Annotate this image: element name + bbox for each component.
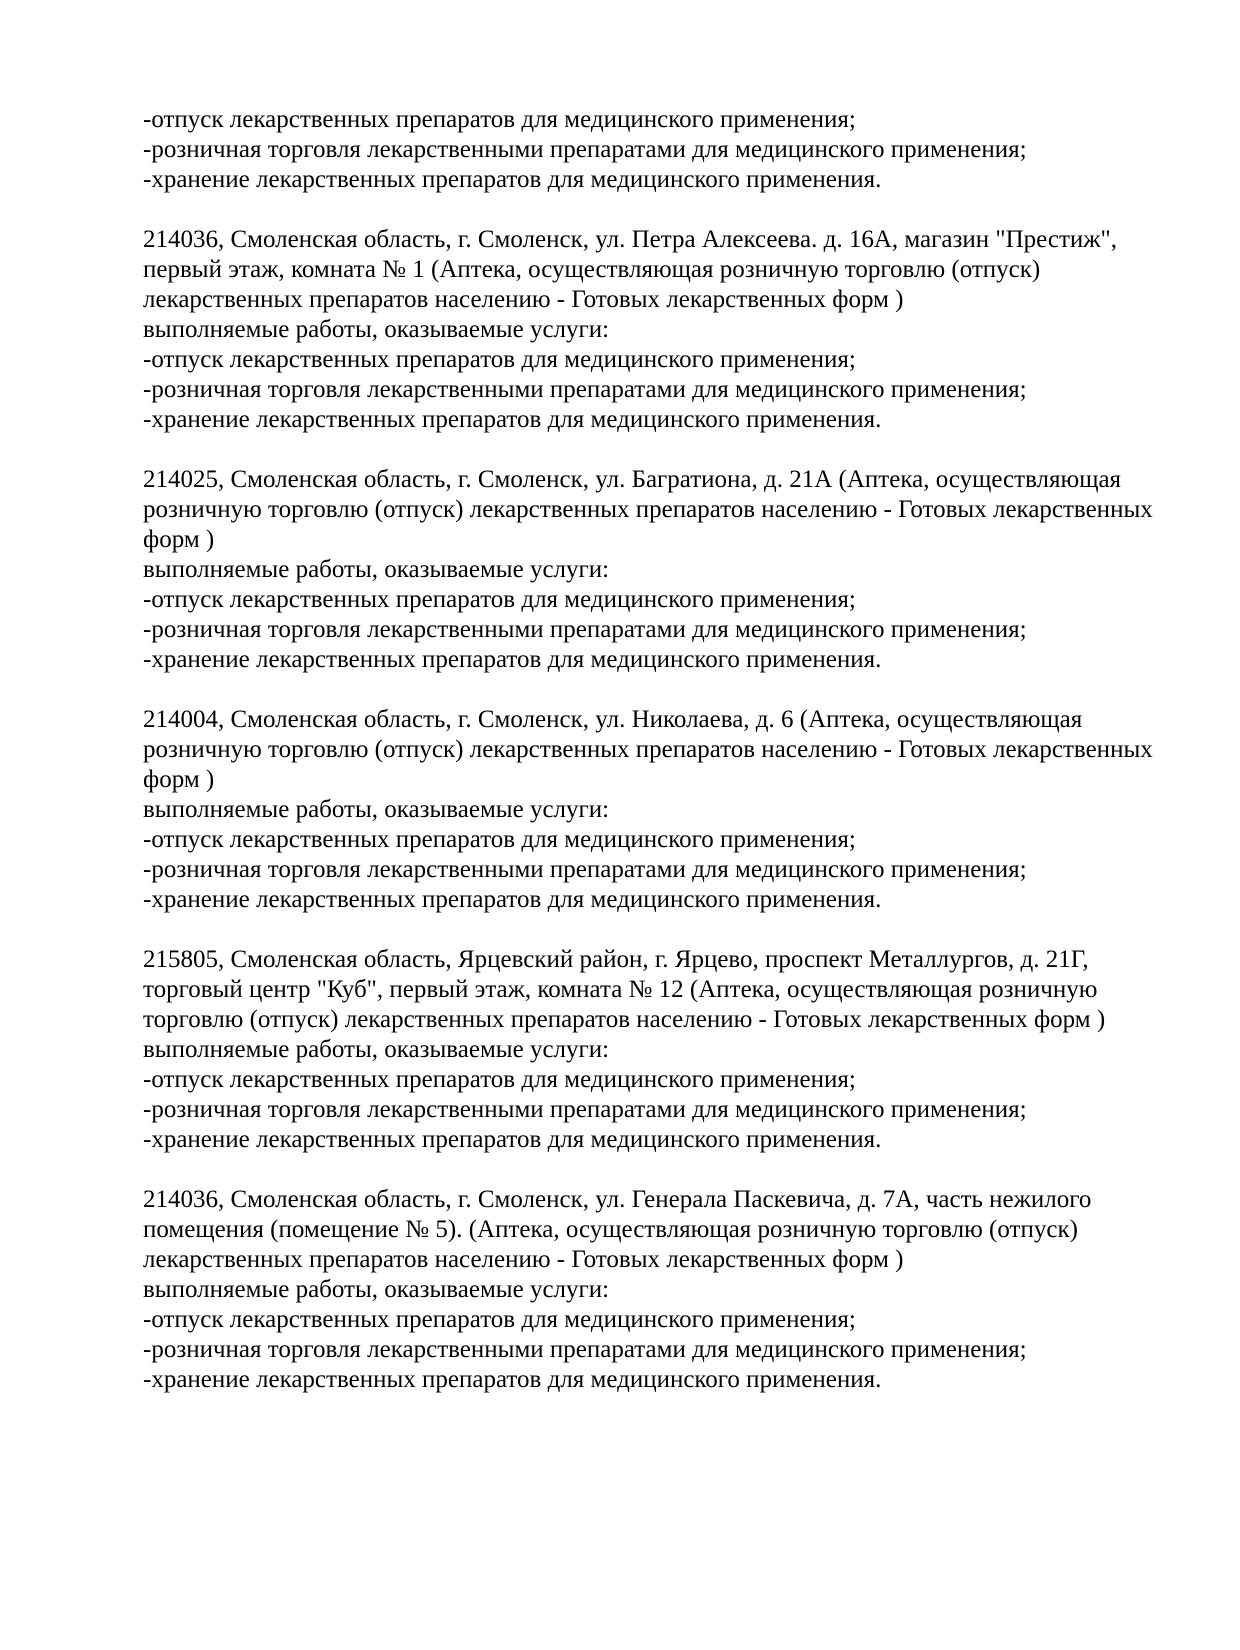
text-line: -отпуск лекарственных препаратов для медицинского применения; xyxy=(143,826,856,853)
text-line: 214025, Смоленская область, г. Смоленск, ул. Багратиона, д. 21А (Аптека, осуществляющая xyxy=(143,466,1122,493)
text-line: -отпуск лекарственных препаратов для медицинского применения; xyxy=(143,346,856,373)
paragraph-block xyxy=(143,705,1153,915)
text-line: выполняемые работы, оказываемые услуги: xyxy=(143,556,610,583)
text-line: выполняемые работы, оказываемые услуги: xyxy=(143,1036,610,1063)
text-line: торговлю (отпуск) лекарственных препаратов населению - Готовых лекарственных форм ) xyxy=(143,1006,1106,1033)
text-line: форм ) xyxy=(143,526,215,553)
paragraph-block xyxy=(143,465,1153,675)
text-line: выполняемые работы, оказываемые услуги: xyxy=(143,1276,610,1303)
text-line: торговый центр "Куб", первый этаж, комната № 12 (Аптека, осуществляющая розничную xyxy=(143,976,1098,1003)
text-line: -розничная торговля лекарственными препаратами для медицинского применения; xyxy=(143,376,1027,403)
text-line: -хранение лекарственных препаратов для медицинского применения. xyxy=(143,1126,882,1153)
paragraph-block xyxy=(143,1185,1153,1395)
text-line: 214036, Смоленская область, г. Смоленск, ул. Петра Алексеева. д. 16А, магазин "Престиж", xyxy=(143,226,1117,253)
text-line: -хранение лекарственных препаратов для медицинского применения. xyxy=(143,1366,882,1393)
text-line: -хранение лекарственных препаратов для медицинского применения. xyxy=(143,646,882,673)
paragraph-block xyxy=(143,945,1153,1155)
text-line: -отпуск лекарственных препаратов для медицинского применения; xyxy=(143,586,856,613)
paragraph-block xyxy=(143,225,1153,435)
document-text-content xyxy=(143,105,1153,1395)
text-line: -отпуск лекарственных препаратов для медицинского применения; xyxy=(143,1306,856,1333)
text-line: выполняемые работы, оказываемые услуги: xyxy=(143,796,610,823)
text-line: -розничная торговля лекарственными препаратами для медицинского применения; xyxy=(143,1096,1027,1123)
text-line: выполняемые работы, оказываемые услуги: xyxy=(143,316,610,343)
text-line: -хранение лекарственных препаратов для медицинского применения. xyxy=(143,886,882,913)
text-line: -хранение лекарственных препаратов для медицинского применения. xyxy=(143,166,882,193)
text-line: лекарственных препаратов населению - Готовых лекарственных форм ) xyxy=(143,1246,904,1273)
text-line: -розничная торговля лекарственными препаратами для медицинского применения; xyxy=(143,1336,1027,1363)
text-line: помещения (помещение № 5). (Аптека, осуществляющая розничную торговлю (отпуск) xyxy=(143,1216,1078,1243)
paragraph-block xyxy=(143,105,1153,195)
text-line: -отпуск лекарственных препаратов для медицинского применения; xyxy=(143,1066,856,1093)
text-line: -хранение лекарственных препаратов для медицинского применения. xyxy=(143,406,882,433)
text-line: -отпуск лекарственных препаратов для медицинского применения; xyxy=(143,106,856,133)
text-line: форм ) xyxy=(143,766,215,793)
text-line: -розничная торговля лекарственными препаратами для медицинского применения; xyxy=(143,136,1027,163)
text-line: лекарственных препаратов населению - Готовых лекарственных форм ) xyxy=(143,286,904,313)
text-line: -розничная торговля лекарственными препаратами для медицинского применения; xyxy=(143,616,1027,643)
text-line: 215805, Смоленская область, Ярцевский район, г. Ярцево, проспект Металлургов, д. 21Г, xyxy=(143,946,1089,973)
text-line: 214036, Смоленская область, г. Смоленск, ул. Генерала Паскевича, д. 7А, часть нежилого xyxy=(143,1186,1092,1213)
text-line: розничную торговлю (отпуск) лекарственных препаратов населению - Готовых лекарственных xyxy=(143,496,1153,523)
text-line: розничную торговлю (отпуск) лекарственных препаратов населению - Готовых лекарственных xyxy=(143,736,1153,763)
text-line: первый этаж, комната № 1 (Аптека, осуществляющая розничную торговлю (отпуск) xyxy=(143,256,1041,283)
text-line: 214004, Смоленская область, г. Смоленск, ул. Николаева, д. 6 (Аптека, осуществляющая xyxy=(143,706,1083,733)
text-line: -розничная торговля лекарственными препаратами для медицинского применения; xyxy=(143,856,1027,883)
